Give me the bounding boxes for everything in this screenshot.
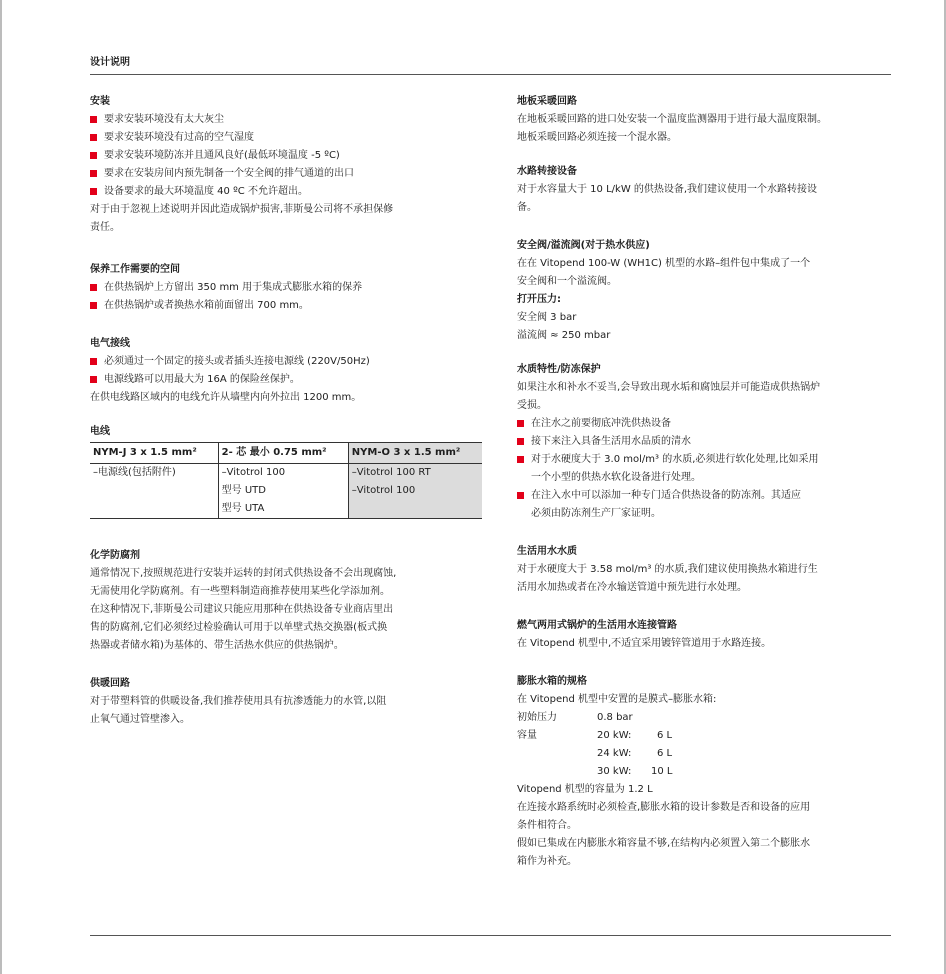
bullet-item: 在供热锅炉或者换热水箱前面留出 700 mm。 [90,297,482,315]
top-divider [90,74,891,75]
paragraph-line: Vitopend 机型的容量为 1.2 L [517,784,653,795]
section-corrosion [90,547,482,655]
section-heading: 生活用水水质 [517,546,577,557]
paragraph-line: 备。 [517,202,537,213]
section-heading: 水路转接设备 [517,166,577,177]
section-service-space [90,261,482,315]
paragraph-line: 在地板采暖回路的进口处安装一个温度监测器用于进行最大温度限制。 [517,114,827,125]
bullet-item [517,415,894,433]
section-floor-heating [517,93,894,147]
table-cell: 型号 UTD [218,482,348,500]
section-heading: 安装 [90,96,110,107]
table-header-row [90,443,482,464]
section-cables [90,423,482,519]
section-heading: 膨胀水箱的规格 [517,676,587,687]
bullet-item [517,451,894,487]
section-expansion-tank [517,673,894,871]
bullet-line: 必须由防冻剂生产厂家证明。 [531,508,661,519]
bullet-list [517,415,894,523]
table-row [90,500,482,519]
paragraph-line: 溢流阀 ≈ 250 mbar [517,330,611,341]
table-row [90,464,482,483]
table-cell: –Vitotrol 100 [218,464,348,483]
table-header-cell: 2- 芯 最小 0.75 mm² [218,443,348,464]
paragraph-line: 在在 Vitopend 100-W (WH1C) 机型的水路–组件包中集成了一个 [517,258,811,269]
section-potable-water [517,543,894,597]
bullet-item: 要求安装环境防冻并且通风良好(最低环境温度 -5 ºC) [90,147,482,165]
section-hydraulic-diverter [517,163,894,217]
paragraph-line: 条件相符合。 [517,820,577,831]
section-heading: 电线 [90,426,110,437]
paragraph-line: 止氧气通过管壁渗入。 [90,714,190,725]
paragraph-line: 在连接水路系统时必须检查,膨胀水箱的设计参数是否和设备的应用 [517,802,811,813]
paragraph-line: 无需使用化学防腐剂。有一些塑料制造商推荐使用某些化学添加剂。 [90,586,390,597]
section-heating-circuit [90,675,482,729]
bullet-line: 一个小型的供热水软化设备进行处理。 [531,472,701,483]
paragraph-line: 安全阀 3 bar [517,312,577,323]
bullet-line: 在注水之前要彻底冲洗供热设备 [531,418,671,429]
cable-table [90,442,482,519]
paragraph-line: 对于水硬度大于 3.58 mol/m³ 的水质,我们建议使用换热水箱进行生 [517,564,818,575]
table-cell [90,500,218,519]
paragraph-line: 活用水加热或者在冷水输送管道中预先进行水处理。 [517,582,747,593]
paragraph-line: 假如已集成在内膨胀水箱容量不够,在结构内必须置入第二个膨胀水 [517,838,811,849]
paragraph-line: 安全阀和一个溢流阀。 [517,276,617,287]
right-column [517,93,894,871]
section-install [90,93,482,237]
paragraph-line: 售的防腐剂,它们必须经过检验确认可用于以单壁式热交换器(板式换 [90,622,388,633]
table-cell [90,482,218,500]
bullet-list [90,279,482,315]
bullet-item [517,487,894,523]
spec-row: 24 kW: 6 L [597,748,673,759]
table-cell: 型号 UTA [218,500,348,519]
bullet-item: 要求安装环境没有太大灰尘 [90,111,482,129]
paragraph-line: 对于带塑料管的供暖设备,我们推荐使用具有抗渗透能力的水管,以阻 [90,696,387,707]
paragraph-line: 对于由于忽视上述说明并因此造成锅炉损害,菲斯曼公司将不承担保修 [90,204,394,215]
table-header-cell: NYM-J 3 x 1.5 mm² [90,443,218,464]
table-cell [348,500,482,519]
section-gas-boiler-piping [517,617,894,653]
spec-row: 30 kW: 10 L [597,766,673,777]
table-header-cell: NYM-O 3 x 1.5 mm² [348,443,482,464]
bottom-divider [90,935,891,936]
paragraph-line: 热器或者储水箱)为基体的、带生活热水供应的供热锅炉。 [90,640,344,651]
table-cell: –Vitotrol 100 RT [348,464,482,483]
paragraph-line: 在 Vitopend 机型中,不适宜采用镀锌管道用于水路连接。 [517,638,772,649]
paragraph-line: 如果注水和补水不妥当,会导致出现水垢和腐蚀层并可能造成供热锅炉 [517,382,821,393]
spec-row: 容量 20 kW: 6 L [517,730,673,741]
section-heading: 化学防腐剂 [90,550,140,561]
paragraph-line: 受损。 [517,400,547,411]
left-column [90,93,482,729]
paragraph-line: 箱作为补充。 [517,856,577,867]
bullet-item [517,433,894,451]
bullet-item: 设备要求的最大环境温度 40 ºC 不允许超出。 [90,183,482,201]
section-safety-valve [517,237,894,345]
bullet-item: 在供热锅炉上方留出 350 mm 用于集成式膨胀水箱的保养 [90,279,482,297]
paragraph-line: 责任。 [90,222,120,233]
section-heading: 电气接线 [90,338,130,349]
bullet-line: 对于水硬度大于 3.0 mol/m³ 的水质,必须进行软化处理,比如采用 [531,454,819,465]
bullet-item: 必须通过一个固定的接头或者插头连接电源线 (220V/50Hz) [90,353,482,371]
bullet-line: 接下来注入具备生活用水品质的清水 [531,436,691,447]
page-title: 设计说明 [90,57,130,68]
bullet-item: 要求安装环境没有过高的空气湿度 [90,129,482,147]
section-electrical [90,335,482,407]
section-heading: 供暖回路 [90,678,130,689]
paragraph-line: 在这种情况下,菲斯曼公司建议只能应用那种在供热设备专业商店里出 [90,604,394,615]
section-heading: 燃气两用式锅炉的生活用水连接管路 [517,620,677,631]
paragraph-line: 在供电线路区域内的电线允许从墙壁内向外拉出 1200 mm。 [90,392,362,403]
section-water-quality [517,361,894,523]
bullet-list [90,353,482,389]
table-cell: –Vitotrol 100 [348,482,482,500]
section-heading: 保养工作需要的空间 [90,264,180,275]
spec-row: 初始压力 0.8 bar [517,712,633,723]
section-heading: 安全阀/溢流阀(对于热水供应) [517,240,650,251]
bullet-item: 要求在安装房间内预先制备一个安全阀的排气通道的出口 [90,165,482,183]
paragraph-line: 地板采暖回路必须连接一个混水器。 [517,132,677,143]
paragraph-line: 通常情况下,按照规范进行安装并运转的封闭式供热设备不会出现腐蚀, [90,568,397,579]
table-cell: –电源线(包括附件) [93,467,176,478]
paragraph-line: 在 Vitopend 机型中安置的是膜式–膨胀水箱: [517,694,717,705]
subheading: 打开压力: [517,294,561,305]
table-row [90,482,482,500]
paragraph-line: 对于水容量大于 10 L/kW 的供热设备,我们建议使用一个水路转接设 [517,184,818,195]
section-heading: 水质特性/防冻保护 [517,364,601,375]
bullet-list [90,111,482,201]
bullet-item: 电源线路可以用最大为 16A 的保险丝保护。 [90,371,482,389]
bullet-line: 在注入水中可以添加一种专门适合供热设备的防冻剂。其适应 [531,490,801,501]
section-heading: 地板采暖回路 [517,96,577,107]
